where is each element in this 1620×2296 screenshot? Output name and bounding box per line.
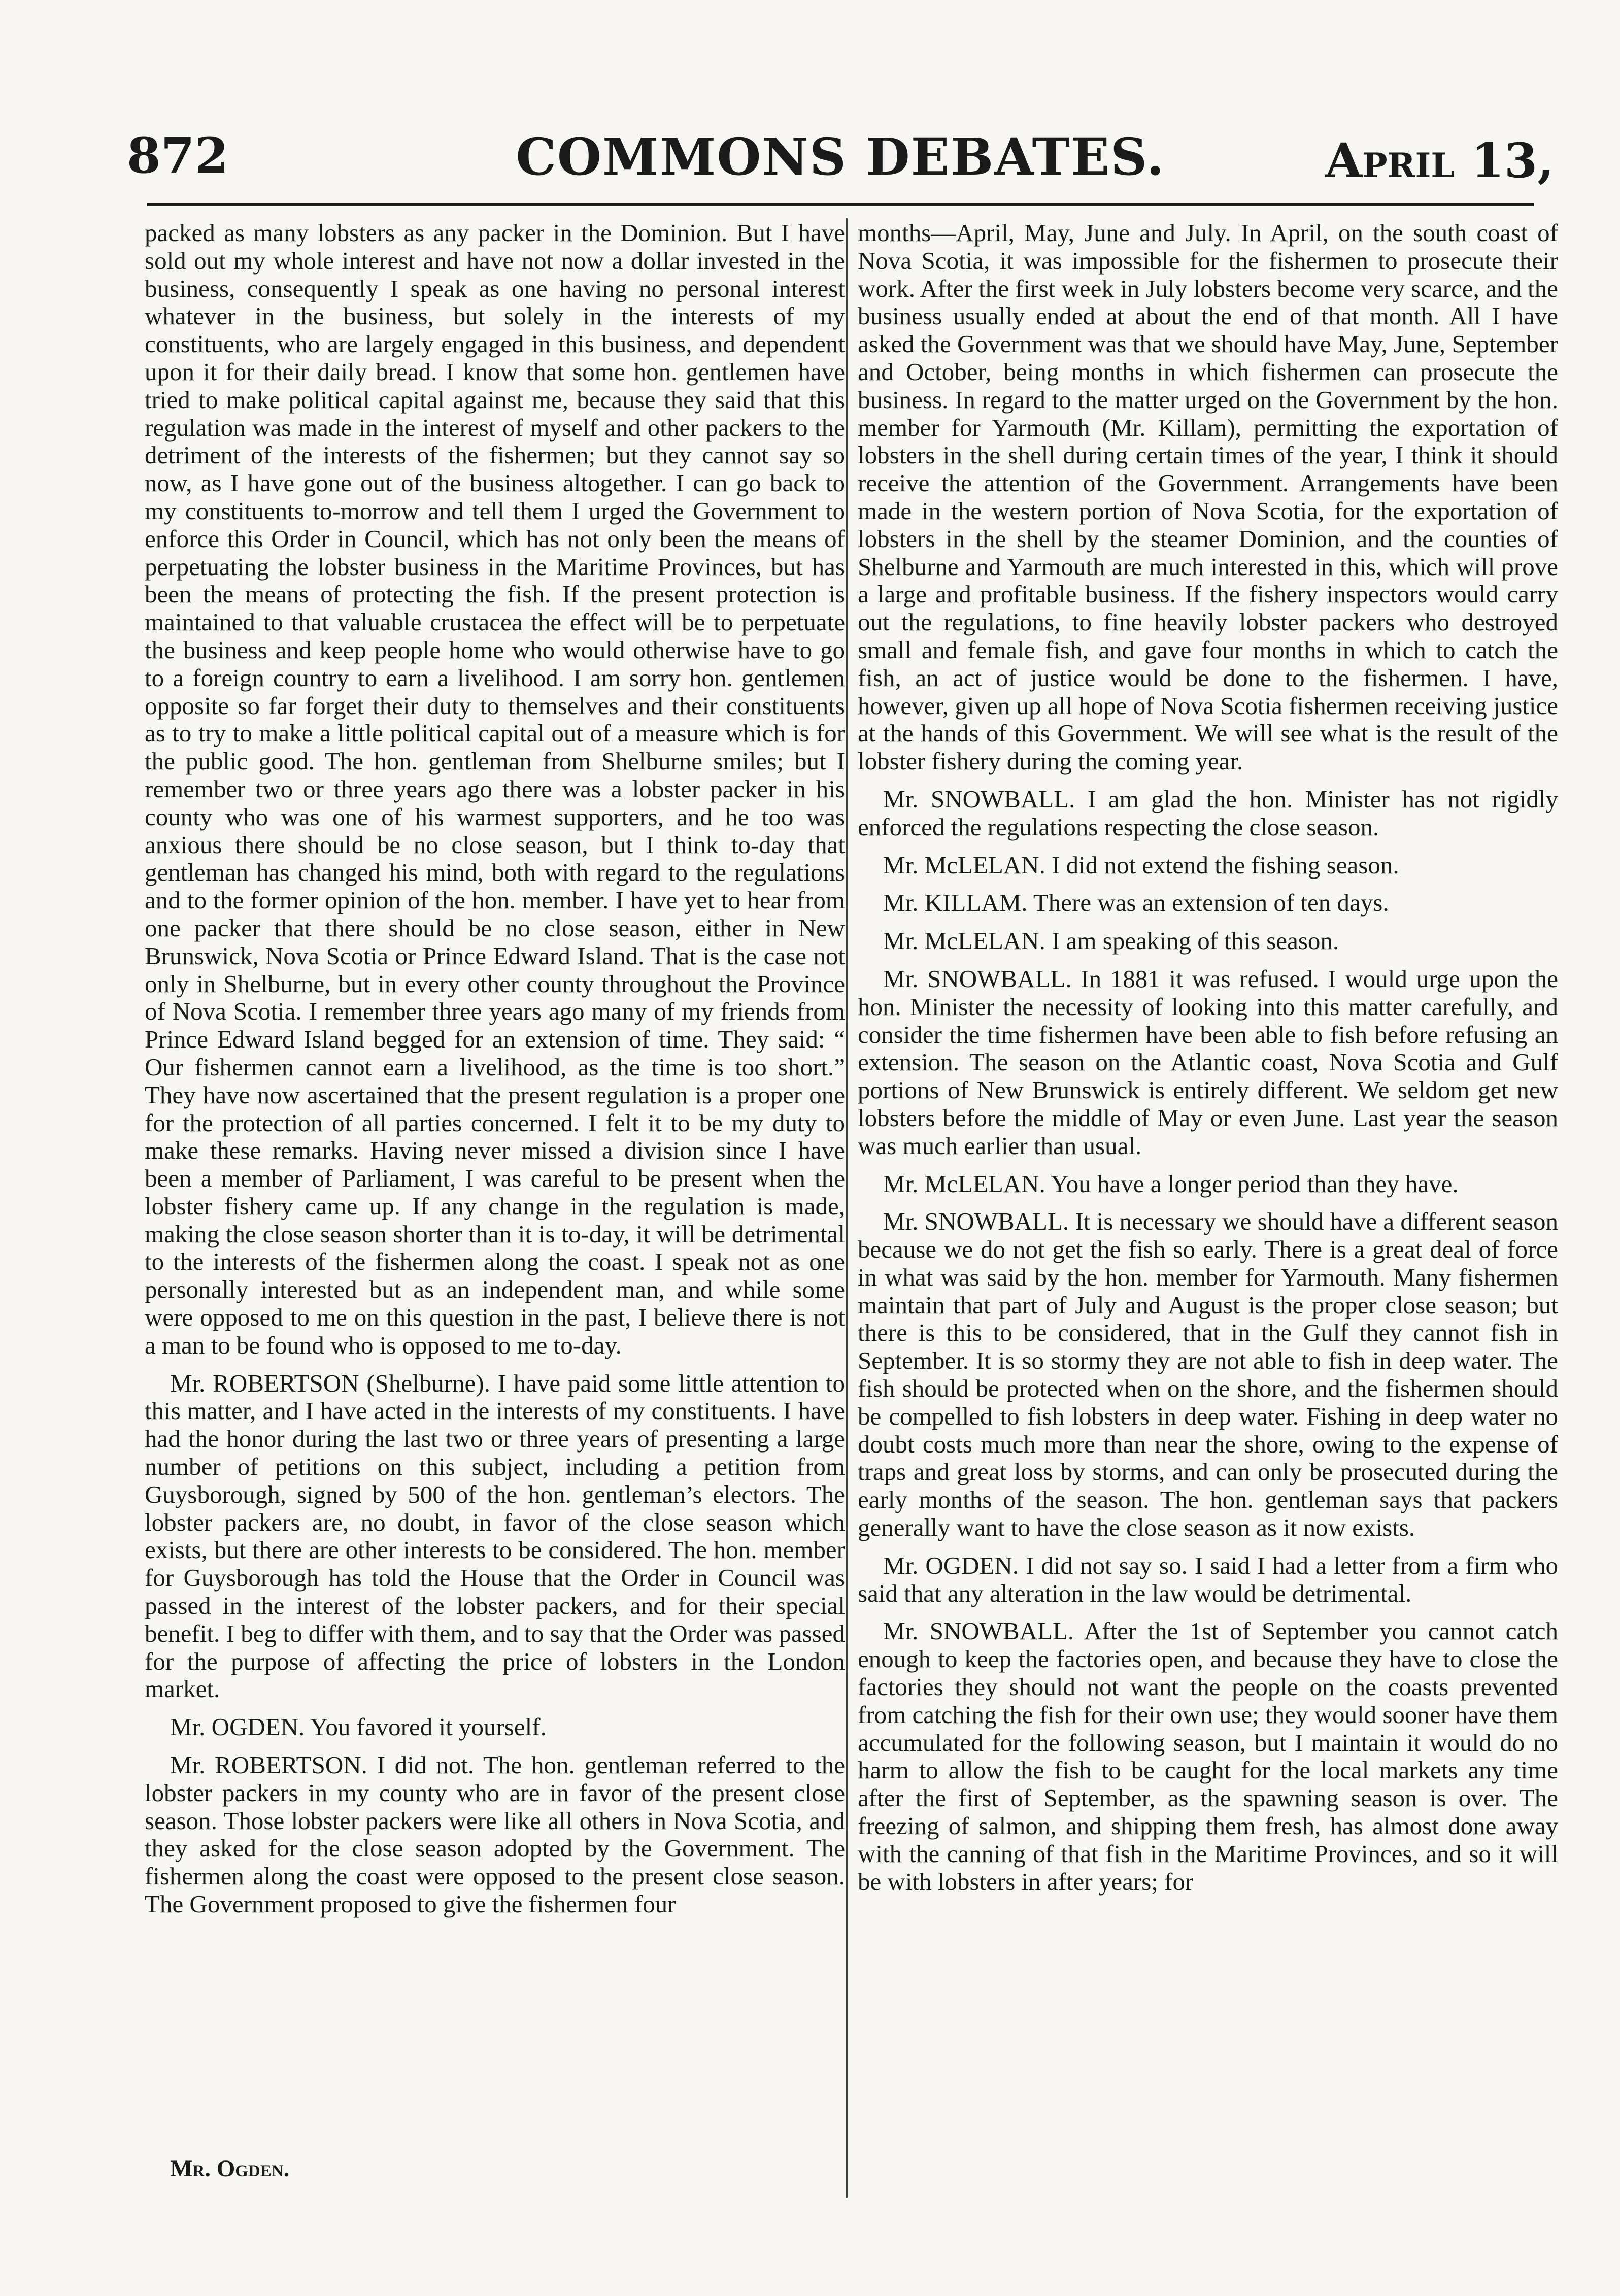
paragraph-text: I did not extend the fishing season.: [1052, 851, 1399, 879]
paragraph: [145, 1751, 845, 1918]
left-column: [145, 219, 845, 1918]
paragraph: [858, 1552, 1558, 1608]
page-header: [127, 127, 1554, 198]
page-title: COMMONS DEBATES.: [516, 127, 1165, 187]
speaker-name: Mr. OGDEN.: [170, 1713, 305, 1741]
paragraph-text: I did not. The hon. gentleman referred to the lobster packers in my county who are in favor of the present close season. Those lobster packers were like all others in Nova Scotia, and they asked for the close season adopted by the Government. The fishermen along the coast were opposed to the present close season. The Government proposed to give the fishermen four: [145, 1751, 846, 1918]
speaker-name: Mr. McLELAN.: [883, 1169, 1045, 1198]
paragraph-text: I am speaking of this season.: [1052, 927, 1339, 955]
page-date: April 13,: [1325, 133, 1554, 189]
paragraph-text: You have a longer period than they have.: [1051, 1169, 1459, 1198]
paragraph-text: packed as many lobsters as any packer in the Dominion. But I have sold out my whole interest and have not now a dollar invested in the business, consequently I speak as one having no personal interest whatever in the business, but solely in the interests of my constituents, who are largely engaged in this business, and dependent upon it for their daily bread. I know that some hon. gentlemen have tried to make political capital against me, because they said that this regulation was made in the interest of myself and other packers to the detriment of the interests of the fishermen; but they cannot say so now, as I have gone out of the business altogether. I can go back to my constituents to-morrow and tell them I urged the Government to enforce this Order in Council, which has not only been the means of perpetuating the lobster business in the Maritime Provinces, but has been the means of protecting the fish. If the present protection is maintained to that valuable crustacea the effect will be to perpetuate the business and keep people home who would otherwise have to go to a foreign country to earn a livelihood. I am sorry hon. gentlemen opposite so far forget their duty to themselves and their constituents as to try to make a little political capital out of a measure which is for the public good. The hon. gentleman from Shelburne smiles; but I remember two or three years ago there was a lobster packer in his county who was one of his warmest supporters, and he too was anxious there should be no close season, but I think to-day that gentleman has changed his mind, both with regard to the regulations and to the former opinion of the hon. member. I have yet to hear from one packer that there should be no close season, either in New Brunswick, Nova Scotia or Prince Edward Island. That is the case not only in Shelburne, but in every other county throughout the Province of Nova Scotia. I remember three years ago many of my friends from Prince Edward Island begged for an extension of time. They said: “ Our fishermen cannot earn a livelihood, as the time is too short.” They have now ascertained that the present regulation is a proper one for the protection of all parties concerned. I felt it to be my duty to make these remarks. Having never missed a division since I have been a member of Parliament, I was careful to be present when the lobster fishery came up. If any change in the regulation is made, making the close season shorter than it is to-day, it will be detrimental to the interests of the fishermen along the coast. I speak not as one personally interested but as an independent man, and while some were opposed to me on this question in the past, I believe there is not a man to be found who is opposed to me to-day.: [145, 219, 845, 1359]
paragraph-text: I am glad the hon. Minister has not rigidly enforced the regulations respecting the close season.: [858, 785, 1558, 841]
speaker-name: Mr. McLELAN.: [883, 927, 1045, 955]
page-number: 872: [127, 127, 229, 184]
column-divider: [846, 218, 848, 2198]
speaker-name: Mr. SNOWBALL.: [883, 1617, 1074, 1645]
paragraph-text: After the 1st of September you cannot catch enough to keep the factories open, and because they have to close the factories they should not want the people on the coasts prevented from catching the fish for their own use; they would sooner have them accumulated for the following season, but I maintain it would do no harm to allow the fish to be caught for the local markets any time after the first of September, as the spawning season is over. The freezing of salmon, and shipping them fresh, has almost done away with the canning of that fish in the Maritime Provinces, and so it will be with lobsters in after years; for: [858, 1617, 1559, 1896]
paragraph-text: months—April, May, June and July. In April, on the south coast of Nova Scotia, it was impossible for the fishermen to prosecute their work. After the first week in July lobsters become very scarce, and the business usually ended at about the end of that month. All I have asked the Government was that we should have May, June, September and October, being months in which fishermen can prosecute the business. In regard to the matter urged on the Government by the hon. member for Yarmouth (Mr. Killam), permitting the exportation of lobsters in the shell during certain times of the year, I think it should receive the attention of the Government. Arrangements have been made in the western portion of Nova Scotia, for the exportation of lobsters in the shell by the steamer Dominion, and the counties of Shelburne and Yarmouth are much interested in this, which will prove a large and profitable business. If the fishery inspectors would carry out the regulations, to fine heavily lobster packers who destroyed small and female fish, and gave four months in which to catch the fish, an act of justice would be done to the fishermen. I have, however, given up all hope of Nova Scotia fishermen receiving justice at the hands of this Government. We will see what is the result of the lobster fishery during the coming year.: [858, 219, 1558, 775]
paragraph: [858, 786, 1558, 841]
paragraph: [858, 965, 1558, 1160]
paragraph-text: There was an extension of ten days.: [1033, 889, 1389, 917]
speaker-name: Mr. ROBERTSON.: [170, 1751, 367, 1779]
paragraph: [145, 1713, 845, 1741]
right-column: [858, 219, 1558, 1896]
paragraph: [858, 1170, 1558, 1198]
speaker-name: Mr. SNOWBALL.: [883, 964, 1072, 993]
paragraph: [858, 889, 1558, 917]
speaker-name: Mr. McLELAN.: [883, 851, 1045, 879]
speaker-name: Mr. ROBERTSON (Shelburne).: [170, 1369, 490, 1397]
header-rule: [147, 203, 1534, 206]
paragraph-text: I have paid some little attention to this matter, and I have acted in the interests of my constituents. I have had the honor during the last two or three years of presenting a large number of petitions on this subject, including a petition from Guysborough, signed by 500 of the hon. gentleman’s electors. The lobster packers are, no doubt, in favor of the close season which exists, but there are other interests to be considered. The hon. member for Guysborough has told the House that the Order in Council was passed in the interest of the lobster packers, and for their special benefit. I beg to differ with them, and to say that the Order was passed for the purpose of affecting the price of lobsters in the London market.: [145, 1369, 846, 1703]
speaker-name: Mr. OGDEN.: [883, 1551, 1019, 1579]
speaker-name: Mr. SNOWBALL.: [883, 785, 1075, 813]
paragraph-text: I did not say so. I said I had a letter from a firm who said that any alteration in the law would be detrimental.: [858, 1551, 1558, 1607]
paragraph: [858, 1208, 1558, 1542]
paragraph: [858, 852, 1558, 880]
next-speaker-catchword: Mr. Ogden.: [170, 2155, 290, 2182]
paragraph-text: You favored it yourself.: [310, 1713, 547, 1741]
speaker-name: Mr. SNOWBALL.: [883, 1207, 1069, 1236]
paragraph-text: In 1881 it was refused. I would urge upon the hon. Minister the necessity of looking into this matter carefully, and consider the time fishermen have been able to fish before refusing an extension. The season on the Atlantic coast, Nova Scotia and Gulf portions of New Brunswick is entirely different. We seldom get new lobsters before the middle of May or even June. Last year the season was much earlier than usual.: [858, 964, 1558, 1160]
paragraph-text: It is necessary we should have a different season because we do not get the fish so early. There is a great deal of force in what was said by the hon. member for Yarmouth. Many fishermen maintain that part of July and August is the proper close season; but there is this to be considered, that in the Gulf they cannot fish in September. It is so stormy they are not able to fish in deep water. The fish should be protected when on the shore, and the fishermen should be compelled to fish lobsters in deep water. Fishing in deep water no doubt costs much more than near the shore, owing to the expense of traps and great loss by storms, and can only be prosecuted during the early months of the season. The hon. gentleman says that packers generally want to have the close season as it now exists.: [858, 1207, 1559, 1542]
speaker-name: Mr. KILLAM.: [883, 889, 1028, 917]
paragraph: [858, 219, 1558, 775]
paragraph: [145, 1370, 845, 1704]
paragraph: [858, 927, 1558, 955]
paragraph: [858, 1617, 1558, 1896]
paragraph: [145, 219, 845, 1360]
